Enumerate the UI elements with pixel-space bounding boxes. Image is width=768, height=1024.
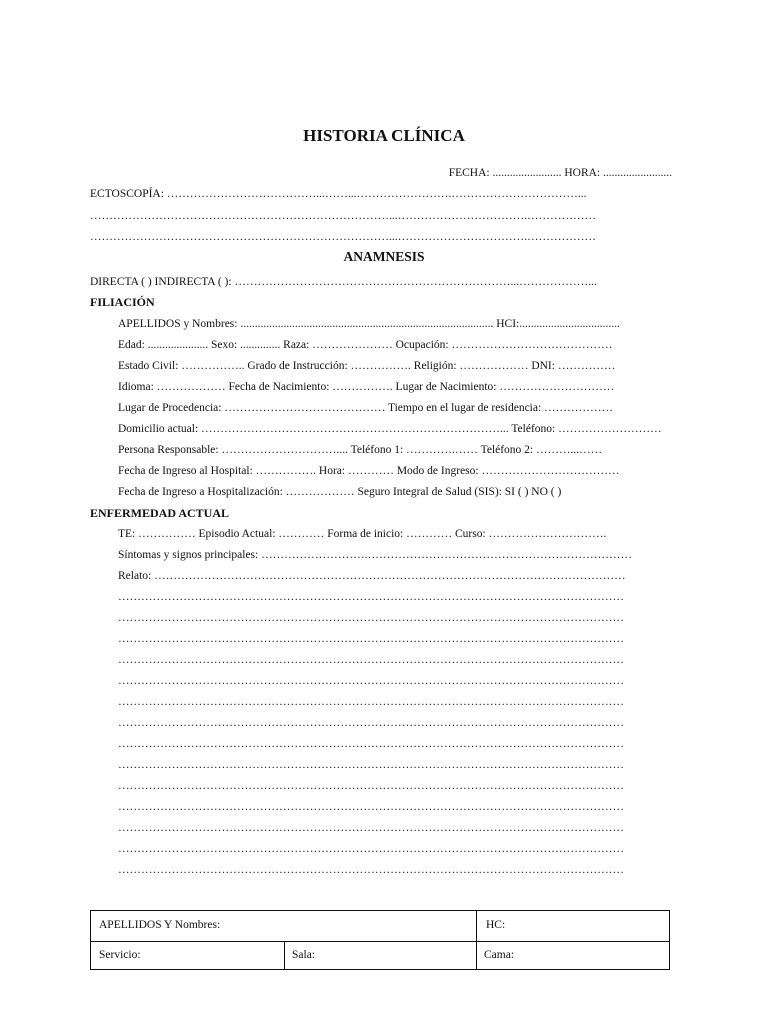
domicilio-field[interactable]: Domicilio actual: ……………………………………………………………………... Teléfono: ……………………… (118, 423, 662, 435)
ectoscopia-line-2[interactable]: ……………………………………………………………………...…………………………….……………… (90, 210, 596, 222)
relato-blank-line[interactable]: …………………………………………………………………………………………………………………… (118, 822, 624, 834)
relato-blank-line[interactable]: …………………………………………………………………………………………………………………… (118, 780, 624, 792)
relato-blank-line[interactable]: …………………………………………………………………………………………………………………… (118, 759, 624, 771)
relato-blank-line[interactable]: …………………………………………………………………………………………………………………… (118, 612, 624, 624)
patient-id-table (90, 910, 670, 970)
apellidos-field[interactable]: APELLIDOS y Nombres: ........................................................................................ HCI:................................... (118, 318, 620, 330)
relato-blank-line[interactable]: …………………………………………………………………………………………………………………… (118, 633, 624, 645)
form-title: HISTORIA CLÍNICA (303, 126, 465, 145)
servicio-cell[interactable]: Servicio: (99, 949, 141, 961)
hc-cell[interactable]: HC: (486, 919, 506, 931)
ectoscopia-field[interactable]: ECTOSCOPÍA: …………………………………...……...…………………….……………………………... (90, 188, 587, 200)
edad-sexo-field[interactable]: Edad: ..................... Sexo: .............. Raza: ………………… Ocupación: …………………………………… (118, 339, 613, 351)
relato-blank-line[interactable]: …………………………………………………………………………………………………………………… (118, 591, 624, 603)
idioma-field[interactable]: Idioma: ……………… Fecha de Nacimiento: ……………. Lugar de Nacimiento: ………………………… (118, 381, 615, 393)
relato-blank-line[interactable]: …………………………………………………………………………………………………………………… (118, 801, 624, 813)
filiacion-heading: FILIACIÓN (90, 295, 155, 309)
cell-divider (476, 911, 477, 941)
fecha-hora-field[interactable]: FECHA: ........................ HORA: ........................ (448, 167, 672, 179)
enfermedad-actual-heading: ENFERMEDAD ACTUAL (90, 506, 230, 520)
cama-cell[interactable]: Cama: (484, 949, 515, 961)
relato-field[interactable]: Relato: …………………………………………………………………………………………………………… (118, 570, 626, 582)
sintomas-field[interactable]: Síntomas y signos principales: ……………………….…………………………………………………………… (118, 549, 632, 561)
table-row (91, 941, 669, 970)
fecha-ingreso-field[interactable]: Fecha de Ingreso al Hospital: ……………. Hora: ………… Modo de Ingreso: ……………………………… (118, 465, 620, 477)
relato-blank-line[interactable]: …………………………………………………………………………………………………………………… (118, 675, 624, 687)
relato-blank-line[interactable]: …………………………………………………………………………………………………………………… (118, 738, 624, 750)
persona-responsable-field[interactable]: Persona Responsable: ………………………….... Teléfono 1: ………….…… Teléfono 2: ………...…… (118, 444, 603, 456)
table-row (91, 911, 669, 942)
procedencia-field[interactable]: Lugar de Procedencia: …………………………………… Tiempo en el lugar de residencia: ……………… (118, 402, 614, 414)
relato-blank-line[interactable]: …………………………………………………………………………………………………………………… (118, 717, 624, 729)
relato-blank-line[interactable]: …………………………………………………………………………………………………………………… (118, 864, 624, 876)
apellidos-cell[interactable]: APELLIDOS Y Nombres: (99, 919, 221, 931)
te-episodio-field[interactable]: TE: …………… Episodio Actual: ………… Forma de inicio: ………… Curso: …………………………. (118, 528, 607, 540)
relato-blank-line[interactable]: …………………………………………………………………………………………………………………… (118, 696, 624, 708)
relato-blank-line[interactable]: …………………………………………………………………………………………………………………… (118, 843, 624, 855)
hospitalizacion-sis-field[interactable]: Fecha de Ingreso a Hospitalización: ……………… Seguro Integral de Salud (SIS): SI ( ) NO ( ) (118, 486, 562, 498)
estado-civil-field[interactable]: Estado Civil: …………….. Grado de Instrucción: ……………. Religión: ……………… DNI: …………… (118, 360, 616, 372)
anamnesis-heading: ANAMNESIS (343, 249, 425, 264)
ectoscopia-line-3[interactable]: ……………………………………………………………………...…………………………….……………… (90, 231, 596, 243)
relato-blank-line[interactable]: …………………………………………………………………………………………………………………… (118, 654, 624, 666)
sala-cell[interactable]: Sala: (292, 949, 315, 961)
directa-indirecta-field[interactable]: DIRECTA ( ) INDIRECTA ( ): ………………………………………………………………...………………... (90, 276, 597, 288)
